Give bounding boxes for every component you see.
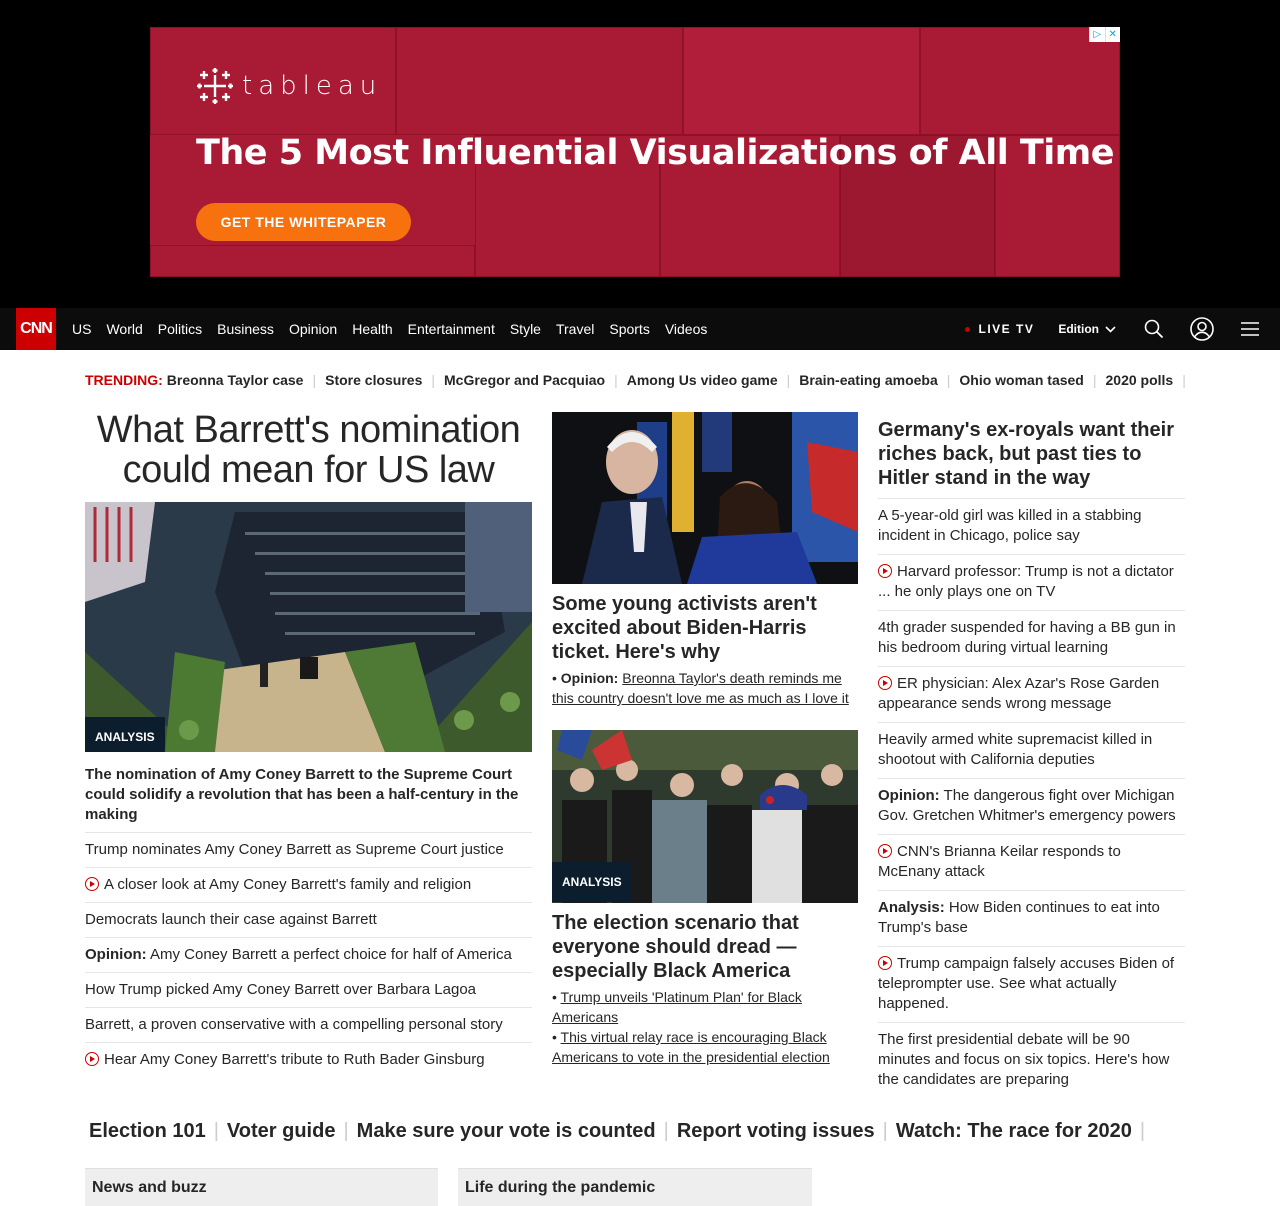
list-item-text: CNN's Brianna Keilar responds to McEnany attack xyxy=(878,843,1121,880)
rose-garden-photo[interactable] xyxy=(85,502,532,752)
headline-list xyxy=(878,498,1185,1098)
ad-headline: The 5 Most Influential Visualizations of All Time xyxy=(196,133,1114,173)
election-link[interactable]: Voter guide xyxy=(226,1120,336,1142)
divider: | xyxy=(1139,1120,1146,1142)
list-item[interactable] xyxy=(878,778,1185,834)
nav-link-business[interactable]: Business xyxy=(217,321,274,337)
list-item-text: Heavily armed white supremacist killed in shootout with California deputies xyxy=(878,731,1153,768)
lead-summary-link[interactable]: The nomination of Amy Coney Barrett to the Supreme Court could solidify a revolution that has been a half-century in the making xyxy=(85,766,519,823)
divider: | xyxy=(343,1120,349,1142)
nav-link-videos[interactable]: Videos xyxy=(664,321,708,337)
list-item[interactable] xyxy=(878,834,1185,890)
related-link[interactable]: Trump unveils 'Platinum Plan' for Black Americans xyxy=(552,989,802,1025)
divider: | xyxy=(946,372,951,388)
list-item-prefix: Opinion: xyxy=(878,787,940,804)
divider: | xyxy=(663,1120,669,1142)
story-sublink xyxy=(552,668,858,708)
divider: | xyxy=(213,1120,219,1142)
list-item[interactable] xyxy=(85,937,532,972)
live-tv-link[interactable] xyxy=(965,322,1034,336)
right-column xyxy=(878,418,1185,1098)
story-sublink xyxy=(552,1027,858,1067)
ad-choices[interactable] xyxy=(1089,27,1120,42)
edition-label: Edition xyxy=(1058,322,1099,336)
close-icon[interactable]: ✕ xyxy=(1105,27,1121,42)
nav-link-world[interactable]: World xyxy=(106,321,143,337)
nav-link-sports[interactable]: Sports xyxy=(609,321,650,337)
nav-link-health[interactable]: Health xyxy=(352,321,393,337)
play-icon xyxy=(878,564,892,578)
ad-cta-button[interactable]: GET THE WHITEPAPER xyxy=(196,203,411,241)
list-item[interactable] xyxy=(85,832,532,867)
list-item[interactable] xyxy=(878,1022,1185,1098)
cnn-logo[interactable]: CNN xyxy=(16,308,56,350)
list-item-prefix: Opinion: xyxy=(85,946,147,963)
trending-bar xyxy=(85,372,1195,388)
live-dot-icon xyxy=(965,327,970,332)
list-item[interactable] xyxy=(85,902,532,937)
lead-story-column xyxy=(85,410,532,1077)
list-item[interactable] xyxy=(878,890,1185,946)
list-item-text: 4th grader suspended for having a BB gun in his bedroom during virtual learning xyxy=(878,619,1176,656)
play-icon xyxy=(878,956,892,970)
biden-harris-image xyxy=(552,412,858,584)
ad-banner[interactable] xyxy=(150,27,1120,277)
list-item[interactable] xyxy=(85,1042,532,1077)
section-header-life-during-pandemic[interactable]: Life during the pandemic xyxy=(458,1168,812,1206)
list-item[interactable] xyxy=(878,722,1185,778)
chevron-down-icon xyxy=(1105,326,1116,333)
opinion-link[interactable]: Breonna Taylor's death reminds me this country doesn't love me as much as I love it xyxy=(552,670,849,706)
edition-dropdown[interactable] xyxy=(1058,322,1116,336)
divider: | xyxy=(614,372,618,388)
play-icon xyxy=(878,676,892,690)
live-tv-label: LIVE TV xyxy=(978,322,1035,336)
list-item[interactable] xyxy=(878,946,1185,1022)
search-icon[interactable] xyxy=(1142,317,1166,341)
list-item[interactable] xyxy=(878,554,1185,610)
nav-link-opinion[interactable]: Opinion xyxy=(288,321,338,337)
list-item[interactable] xyxy=(878,610,1185,666)
menu-icon[interactable] xyxy=(1238,317,1262,341)
nav-link-politics[interactable]: Politics xyxy=(157,321,203,337)
story-headline[interactable]: The election scenario that everyone should dread — especially Black America xyxy=(552,912,799,982)
list-item-text: How Biden continues to eat into Trump's base xyxy=(878,899,1160,936)
trending-item[interactable]: Brain-eating amoeba xyxy=(799,372,938,388)
divider: | xyxy=(1182,372,1186,388)
play-icon xyxy=(85,1052,99,1066)
trending-item[interactable]: Store closures xyxy=(325,372,423,388)
ad-tile xyxy=(150,245,475,277)
list-item-text: ER physician: Alex Azar's Rose Garden appearance sends wrong message xyxy=(878,675,1160,712)
story-sublink xyxy=(552,987,858,1027)
divider: | xyxy=(431,372,436,388)
nav-link-style[interactable]: Style xyxy=(509,321,541,337)
trending-item[interactable]: 2020 polls xyxy=(1105,372,1174,388)
nav-link-us[interactable]: US xyxy=(72,321,92,337)
rose-garden-image xyxy=(85,502,532,752)
bullet: • xyxy=(552,670,561,686)
trending-item[interactable]: Among Us video game xyxy=(626,372,778,388)
list-item-text: Barrett, a proven conservative with a compelling personal story xyxy=(85,1016,503,1033)
ad-brand-logo xyxy=(196,67,382,105)
story-headline[interactable]: Germany's ex-royals want their riches back, but past ties to Hitler stand in the way xyxy=(878,419,1174,489)
election-link[interactable]: Report voting issues xyxy=(676,1120,875,1142)
middle-column xyxy=(552,412,858,1067)
ad-tile xyxy=(683,27,920,135)
list-item-text: A closer look at Amy Coney Barrett's family and religion xyxy=(104,876,472,893)
list-item-text: Trump nominates Amy Coney Barrett as Supreme Court justice xyxy=(85,841,504,858)
adchoices-icon[interactable]: ▷ xyxy=(1089,27,1105,42)
play-icon xyxy=(878,844,892,858)
list-item-text: Amy Coney Barrett a perfect choice for half of America xyxy=(146,946,512,963)
tableau-cross-icon xyxy=(196,67,234,105)
ad-tile xyxy=(920,27,1120,135)
section-header-news-and-buzz[interactable]: News and buzz xyxy=(85,1168,438,1206)
list-item-text: Hear Amy Coney Barrett's tribute to Ruth Bader Ginsburg xyxy=(104,1051,485,1068)
trending-item[interactable]: Ohio woman tased xyxy=(959,372,1084,388)
divider: | xyxy=(786,372,791,388)
list-item[interactable] xyxy=(85,1007,532,1042)
advertisement-area xyxy=(0,0,1280,308)
account-icon[interactable] xyxy=(1190,317,1214,341)
list-item-text: Trump campaign falsely accuses Biden of teleprompter use. See what actually happened. xyxy=(878,955,1175,1012)
bullet: • xyxy=(552,1029,561,1045)
list-item-text: The first presidential debate will be 90 minutes and focus on six topics. Here's how the candidates are preparing xyxy=(878,1031,1170,1088)
lead-headline[interactable]: What Barrett's nomination could mean for US law xyxy=(96,409,521,491)
analysis-badge: ANALYSIS xyxy=(552,862,632,902)
trending-item[interactable]: McGregor and Pacquiao xyxy=(444,372,606,388)
biden-harris-photo[interactable] xyxy=(552,412,858,584)
list-item[interactable] xyxy=(878,666,1185,722)
nav-links xyxy=(72,308,722,350)
related-link[interactable]: This virtual relay race is encouraging Black Americans to vote in the presidential election xyxy=(552,1029,830,1065)
nav-link-travel[interactable]: Travel xyxy=(555,321,595,337)
play-icon xyxy=(85,877,99,891)
nav-right xyxy=(965,308,1280,350)
election-link[interactable]: Election 101 xyxy=(89,1120,206,1142)
list-item[interactable] xyxy=(85,972,532,1007)
list-item-prefix: Analysis: xyxy=(878,899,945,916)
list-item-text: Harvard professor: Trump is not a dictator ... he only plays one on TV xyxy=(878,563,1174,600)
list-item-text: A 5-year-old girl was killed in a stabbing incident in Chicago, police say xyxy=(878,507,1142,544)
divider: | xyxy=(1092,372,1097,388)
trending-item[interactable]: Breonna Taylor case xyxy=(166,372,304,388)
list-item-text: Democrats launch their case against Barrett xyxy=(85,911,377,928)
election-link[interactable]: Make sure your vote is counted xyxy=(356,1120,656,1142)
analysis-badge: ANALYSIS xyxy=(85,717,165,752)
nav-link-entertainment[interactable]: Entertainment xyxy=(407,321,495,337)
lead-related-list xyxy=(85,832,532,1077)
trending-label: TRENDING: xyxy=(85,372,163,388)
top-nav xyxy=(0,308,1280,350)
ad-brand-name: tableau xyxy=(242,71,383,101)
list-item[interactable] xyxy=(85,867,532,902)
bullet: • xyxy=(552,989,561,1005)
list-item-text: The dangerous fight over Michigan Gov. Gretchen Whitmer's emergency powers xyxy=(878,787,1176,824)
divider: | xyxy=(882,1120,888,1142)
list-item-text: How Trump picked Amy Coney Barrett over Barbara Lagoa xyxy=(85,981,477,998)
election-link[interactable]: Watch: The race for 2020 xyxy=(895,1120,1132,1142)
list-item[interactable] xyxy=(878,498,1185,554)
protest-photo[interactable] xyxy=(552,730,858,903)
ad-tile xyxy=(396,27,683,135)
election-links-bar xyxy=(89,1120,1153,1143)
divider: | xyxy=(312,372,317,388)
opinion-prefix: Opinion: xyxy=(560,670,619,686)
story-headline[interactable]: Some young activists aren't excited about Biden-Harris ticket. Here's why xyxy=(552,593,817,663)
